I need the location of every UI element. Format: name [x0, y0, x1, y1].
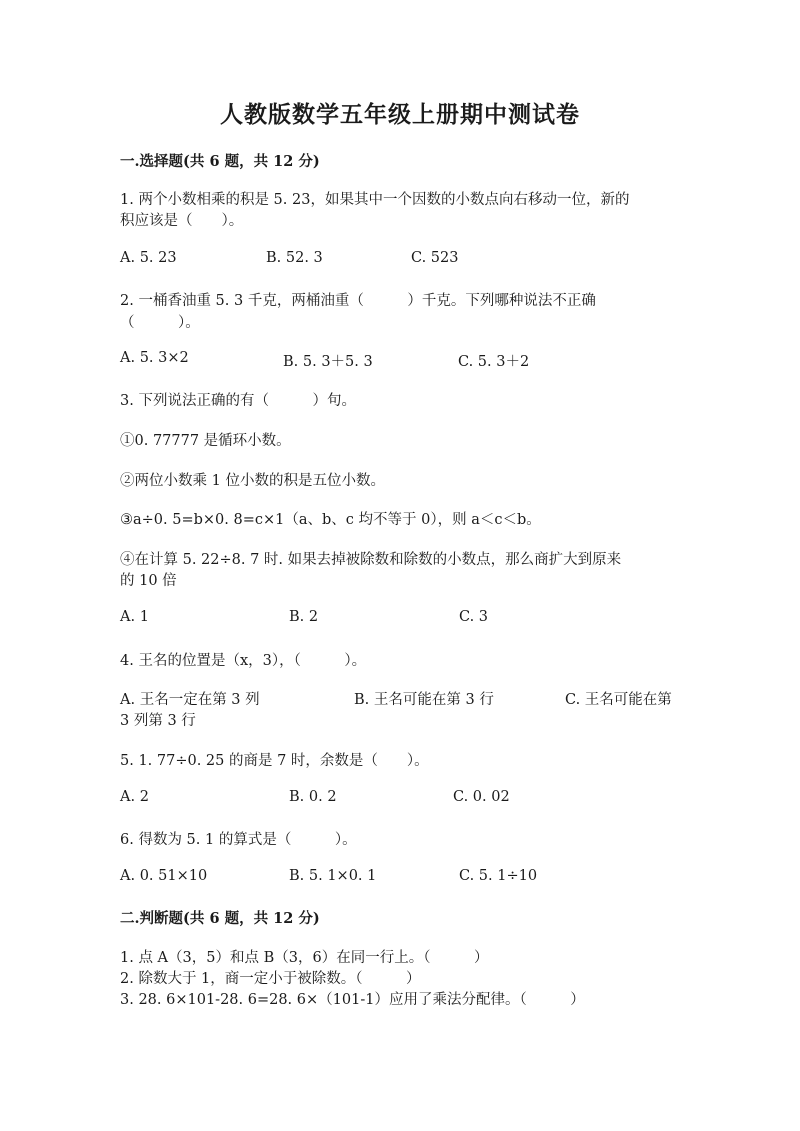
page-title: 人教版数学五年级上册期中测试卷	[220, 101, 580, 128]
question-1-line-2: 积应该是（ ）。	[120, 213, 244, 229]
question-3-option-c: C. 3	[459, 609, 489, 625]
question-2-line-2: （ ）。	[120, 315, 200, 331]
question-6-option-a: A. 0. 51×10	[120, 868, 208, 884]
question-4-option-a: A. 王名一定在第 3 列	[120, 692, 260, 708]
question-5-option-c: C. 0. 02	[453, 789, 510, 805]
question-2-line-1: 2. 一桶香油重 5. 3 千克，两桶油重（ ）千克。下列哪种说法不正确	[120, 293, 596, 309]
question-3-line-1: 3. 下列说法正确的有（ ）句。	[120, 393, 356, 409]
question-4-option-b: B. 王名可能在第 3 行	[354, 692, 494, 708]
judgment-item-2: 2. 除数大于 1，商一定小于被除数。（ ）	[120, 971, 421, 987]
question-3-option-a: A. 1	[120, 609, 149, 625]
question-1-option-c: C. 523	[411, 250, 459, 266]
question-2-option-a: A. 5. 3×2	[120, 350, 189, 366]
question-4-option-c-continued: 3 列第 3 行	[120, 713, 196, 729]
question-6-option-b: B. 5. 1×0. 1	[289, 868, 377, 884]
question-3-statement-2: ②两位小数乘 1 位小数的积是五位小数。	[120, 473, 385, 489]
question-6-line-1: 6. 得数为 5. 1 的算式是（ ）。	[120, 832, 357, 848]
question-6-option-c: C. 5. 1÷10	[459, 868, 538, 884]
judgment-item-1: 1. 点 A（3，5）和点 B（3，6）在同一行上。（ ）	[120, 950, 489, 966]
question-3-statement-4-line-1: ④在计算 5. 22÷8. 7 时. 如果去掉被除数和除数的小数点，那么商扩大到原来	[120, 552, 622, 568]
question-3-statement-3: ③a÷0. 5=b×0. 8=c×1（a、b、c 均不等于 0），则 a＜c＜b。	[120, 512, 541, 528]
question-2-option-b: B. 5. 3＋5. 3	[283, 354, 373, 370]
question-5-option-b: B. 0. 2	[289, 789, 337, 805]
question-4-option-c: C. 王名可能在第	[565, 692, 672, 708]
question-4-line-1: 4. 王名的位置是（x，3），（ ）。	[120, 653, 367, 669]
question-3-statement-4-line-2: 的 10 倍	[120, 573, 177, 589]
question-1-line-1: 1. 两个小数相乘的积是 5. 23，如果其中一个因数的小数点向右移动一位，新的	[120, 192, 630, 208]
question-3-statement-1: ①0. 77777 是循环小数。	[120, 433, 291, 449]
question-2-option-c: C. 5. 3＋2	[458, 354, 530, 370]
judgment-item-3: 3. 28. 6×101-28. 6=28. 6×（101-1）应用了乘法分配律。（ ）	[120, 992, 585, 1008]
question-3-option-b: B. 2	[289, 609, 319, 625]
question-5-option-a: A. 2	[120, 789, 149, 805]
question-5-line-1: 5. 1. 77÷0. 25 的商是 7 时，余数是（ ）。	[120, 753, 429, 769]
section-heading-true-false: 二.判断题(共 6 题，共 12 分)	[120, 910, 320, 927]
question-1-option-a: A. 5. 23	[120, 250, 177, 266]
section-heading-choice: 一.选择题(共 6 题，共 12 分)	[120, 153, 320, 170]
question-1-option-b: B. 52. 3	[266, 250, 323, 266]
